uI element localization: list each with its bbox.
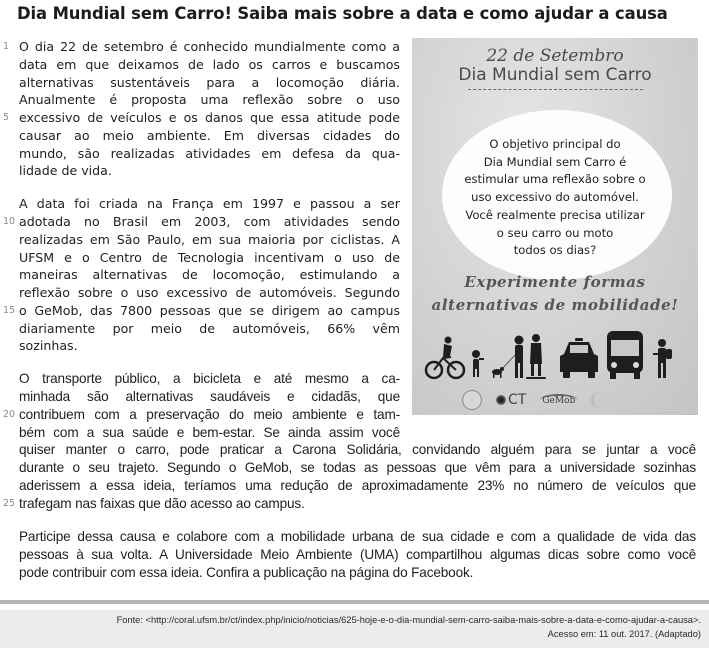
text-line: A data foi criada na França em 1997 e passou a ser <box>19 196 400 211</box>
text-line: durante o seu trajeto. Segundo o GeMob, se todas as pessoas que vêm para a universidade sozinhas <box>19 460 696 475</box>
line-number: 25 <box>3 498 16 509</box>
text-line: UFSM e o Centro de Tecnologia incentivam o uso de <box>19 250 400 265</box>
footer-separator <box>0 600 709 604</box>
source-footer <box>0 610 709 648</box>
backpacker-icon <box>653 339 672 378</box>
text-line: lidade de vida. <box>19 163 112 178</box>
car-icon <box>560 338 598 378</box>
text-line: pessoas à sua volta. A Universidade Meio Ambiente (UMA) compartilhou algumas dicas sobre como você <box>19 547 696 562</box>
article-title: Dia Mundial sem Carro! Saiba mais sobre a data e como ajudar a causa <box>17 4 668 23</box>
line-number: 20 <box>3 409 16 420</box>
text-line: diariamente por meio de automóveis, 66% vêm <box>19 321 400 336</box>
cyclist-icon <box>426 337 464 379</box>
text-line: causar ao meio ambiente. Em diversas cidades do <box>19 128 400 143</box>
text-line: adotada no Brasil em 2003, com atividades sendo <box>19 214 400 229</box>
text-line: excessivo de veículos e os danos que essa atitude pode <box>19 110 400 125</box>
text-line: O dia 22 de setembro é conhecido mundialmente como a <box>19 39 400 54</box>
mobility-icons <box>424 328 689 383</box>
text-line: alternativas sustentáveis para a locomoção diária. <box>19 75 400 90</box>
text-line: trafegam nas faixas que dão acesso ao campus. <box>19 496 305 511</box>
text-line: aderissem a essa ideia, teríamos uma redução de aproximadamente 23% no número de veículos que <box>19 478 696 493</box>
ufsm-seal-logo <box>462 390 482 410</box>
text-line: Anualmente é proposta uma reflexão sobre o uso <box>19 92 400 107</box>
ct-logo-text: CT <box>508 392 527 408</box>
bubble-line: Você realmente precisa utilizar <box>465 207 645 222</box>
text-line: bém com a sua saúde e bem-estar. Se ainda assim você <box>19 425 400 440</box>
text-line: maneiras alternativas de locomoção, estimulando a <box>19 267 400 282</box>
line-number: 5 <box>3 112 10 123</box>
text-line: O transporte público, a bicicleta e até mesmo a ca- <box>19 371 400 386</box>
bubble-line: O objetivo principal do <box>489 137 621 151</box>
crescent-icon <box>591 392 610 408</box>
text-line: quiser manter o carro, pode praticar a Carona Solidária, convidando alguém para se juntar a você <box>19 442 696 457</box>
source-citation: Fonte: <http://coral.ufsm.br/ct/index.php/inicio/noticias/625-hoje-e-o-dia-mundial-sem-carro-saiba-mais-sobre-a-data-e-como-ajudar-a-causa>. <box>116 615 701 625</box>
skateboarder-icon <box>526 334 546 379</box>
bubble-line: todos os dias? <box>513 243 597 258</box>
text-line: minhada são alternativas saudáveis e cidadãs, que <box>19 389 400 404</box>
line-number: 15 <box>3 305 16 316</box>
text-line: mundo, são realizadas atividades em defesa da qua- <box>19 146 400 161</box>
slogan-line: Experimente formas <box>464 273 646 291</box>
text-line: Participe dessa causa e colabore com a mobilidade urbana de sua cidade e com a qualidade de vida das <box>19 529 696 544</box>
bubble-line: estimular uma reflexão sobre o <box>464 172 646 187</box>
line-number: 1 <box>3 41 10 52</box>
poster-slogan <box>412 271 698 317</box>
slogan-line: alternativas de mobilidade! <box>431 296 679 314</box>
text-line: data em que deixamos de lado os carros e buscamos <box>19 57 400 72</box>
faded-logo <box>591 392 610 408</box>
ct-logo <box>496 392 526 408</box>
poster-title: Dia Mundial sem Carro <box>458 65 652 85</box>
text-line: o GeMob, das 7800 pessoas que se dirigem ao campus <box>19 303 400 318</box>
seal-icon <box>462 390 482 410</box>
text-line: pode contribuir com essa ideia. Confira a publicação na página do Facebook. <box>19 565 474 580</box>
bubble-line: Dia Mundial sem Carro é <box>483 154 627 169</box>
bubble-line: uso excessivo do automóvel. <box>471 190 639 205</box>
ct-dot-icon <box>496 395 506 405</box>
sponsor-logos <box>462 390 652 410</box>
poster-title-underline <box>468 89 643 90</box>
text-line: realizadas em São Paulo, em sua maioria por ciclistas. A <box>19 232 400 247</box>
gemob-logo: GeMob <box>542 396 576 406</box>
text-line: sozinhas. <box>19 338 78 353</box>
access-date: Acesso em: 11 out. 2017. (Adaptado) <box>547 629 701 639</box>
text-line: contribuem com a preservação do meio ambiente e tam- <box>19 407 400 422</box>
child-icon <box>472 350 484 377</box>
poster-date: 22 de Setembro <box>486 46 624 66</box>
dog-walker-icon <box>492 336 524 379</box>
text-line: reflexão sobre o uso excessivo de automóveis. Segundo <box>19 285 400 300</box>
bubble-line: o seu carro ou moto <box>496 225 614 240</box>
campaign-poster-image <box>412 38 698 415</box>
bus-icon <box>607 331 643 379</box>
speech-bubble-text <box>412 136 698 260</box>
line-number: 10 <box>3 216 16 227</box>
